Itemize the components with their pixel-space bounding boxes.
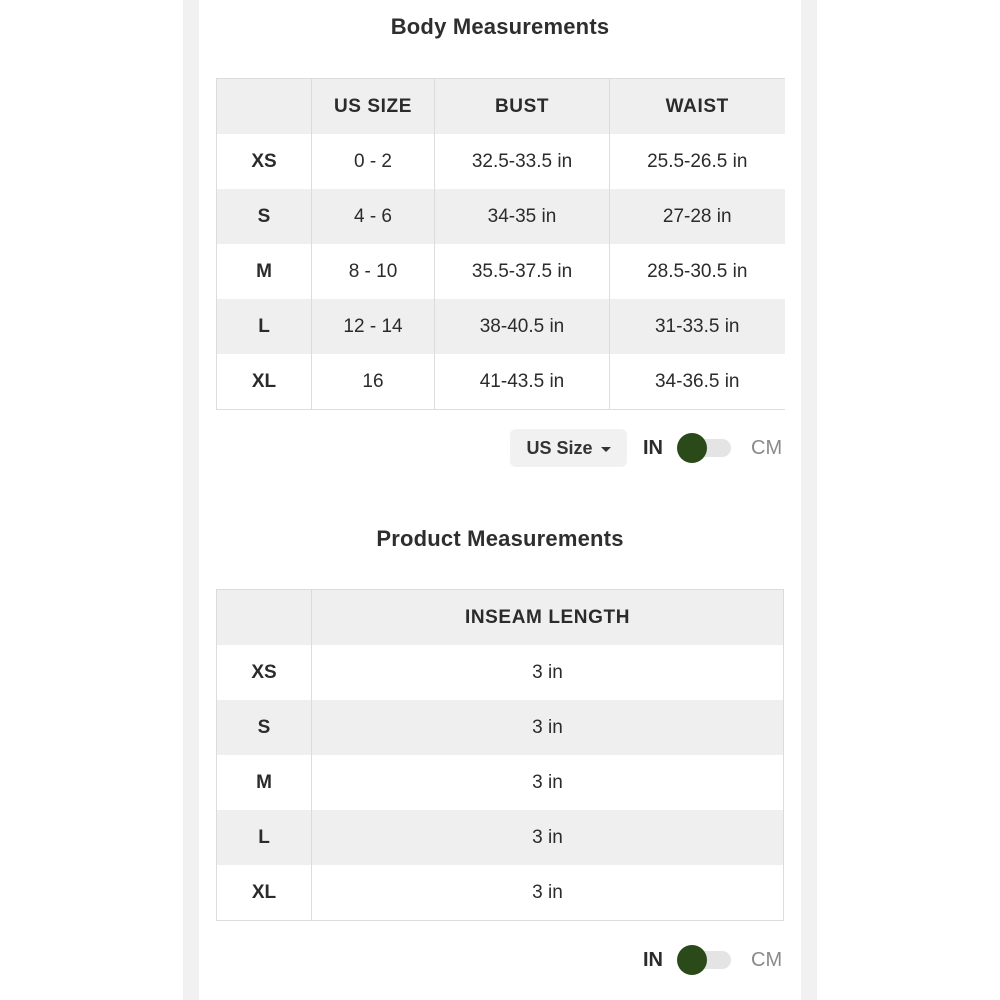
us-size-cell: 12 - 14 bbox=[312, 299, 435, 354]
waist-cell: 34-36.5 in bbox=[610, 354, 785, 410]
header-us-size: US SIZE bbox=[312, 79, 435, 135]
left-gutter bbox=[183, 0, 199, 1000]
unit-toggle[interactable] bbox=[677, 436, 733, 460]
waist-cell: 31-33.5 in bbox=[610, 299, 785, 354]
product-controls bbox=[643, 940, 782, 980]
header-bust: BUST bbox=[435, 79, 610, 135]
inseam-cell: 3 in bbox=[312, 865, 784, 921]
us-size-cell: 16 bbox=[312, 354, 435, 410]
table-header-row bbox=[217, 79, 785, 135]
table-row bbox=[217, 354, 785, 410]
header-empty bbox=[217, 590, 312, 646]
waist-cell: 27-28 in bbox=[610, 189, 785, 244]
bust-cell: 34-35 in bbox=[435, 189, 610, 244]
body-measurements-title: Body Measurements bbox=[390, 14, 610, 39]
unit-in-label: IN bbox=[643, 948, 663, 971]
product-measurements-title: Product Measurements bbox=[376, 526, 624, 551]
table-row bbox=[217, 244, 785, 299]
body-measurements-table bbox=[216, 78, 785, 410]
bust-cell: 32.5-33.5 in bbox=[435, 134, 610, 189]
toggle-thumb bbox=[677, 945, 707, 975]
header-empty bbox=[217, 79, 312, 135]
inseam-cell: 3 in bbox=[312, 700, 784, 755]
bust-cell: 38-40.5 in bbox=[435, 299, 610, 354]
table-row bbox=[217, 700, 784, 755]
table-row bbox=[217, 299, 785, 354]
waist-cell: 28.5-30.5 in bbox=[610, 244, 785, 299]
row-size-label: XS bbox=[217, 134, 312, 189]
table-row bbox=[217, 810, 784, 865]
unit-in-label: IN bbox=[643, 436, 663, 459]
table-row bbox=[217, 755, 784, 810]
inseam-cell: 3 in bbox=[312, 755, 784, 810]
row-size-label: M bbox=[217, 755, 312, 810]
row-size-label: S bbox=[217, 189, 312, 244]
unit-cm-label: CM bbox=[751, 436, 783, 459]
row-size-label: M bbox=[217, 244, 312, 299]
table-row bbox=[217, 189, 785, 244]
header-inseam-length: INSEAM LENGTH bbox=[312, 590, 784, 646]
right-gutter bbox=[801, 0, 817, 1000]
bust-cell: 41-43.5 in bbox=[435, 354, 610, 410]
us-size-cell: 8 - 10 bbox=[312, 244, 435, 299]
product-measurements-table bbox=[216, 589, 784, 921]
us-size-cell: 4 - 6 bbox=[312, 189, 435, 244]
inseam-cell: 3 in bbox=[312, 810, 784, 865]
size-system-selected-label: US Size bbox=[526, 437, 593, 458]
row-size-label: XL bbox=[217, 865, 312, 921]
unit-toggle[interactable] bbox=[677, 948, 733, 972]
size-system-dropdown[interactable] bbox=[510, 429, 627, 467]
bust-cell: 35.5-37.5 in bbox=[435, 244, 610, 299]
row-size-label: XL bbox=[217, 354, 312, 410]
row-size-label: L bbox=[217, 810, 312, 865]
waist-cell: 25.5-26.5 in bbox=[610, 134, 785, 189]
inseam-cell: 3 in bbox=[312, 645, 784, 700]
row-size-label: L bbox=[217, 299, 312, 354]
row-size-label: XS bbox=[217, 645, 312, 700]
body-controls bbox=[510, 428, 782, 468]
unit-cm-label: CM bbox=[751, 948, 783, 971]
table-row bbox=[217, 645, 784, 700]
header-waist: WAIST bbox=[610, 79, 785, 135]
us-size-cell: 0 - 2 bbox=[312, 134, 435, 189]
table-row bbox=[217, 865, 784, 921]
caret-down-icon bbox=[601, 447, 611, 452]
table-header-row bbox=[217, 590, 784, 646]
toggle-thumb bbox=[677, 433, 707, 463]
table-row bbox=[217, 134, 785, 189]
row-size-label: S bbox=[217, 700, 312, 755]
